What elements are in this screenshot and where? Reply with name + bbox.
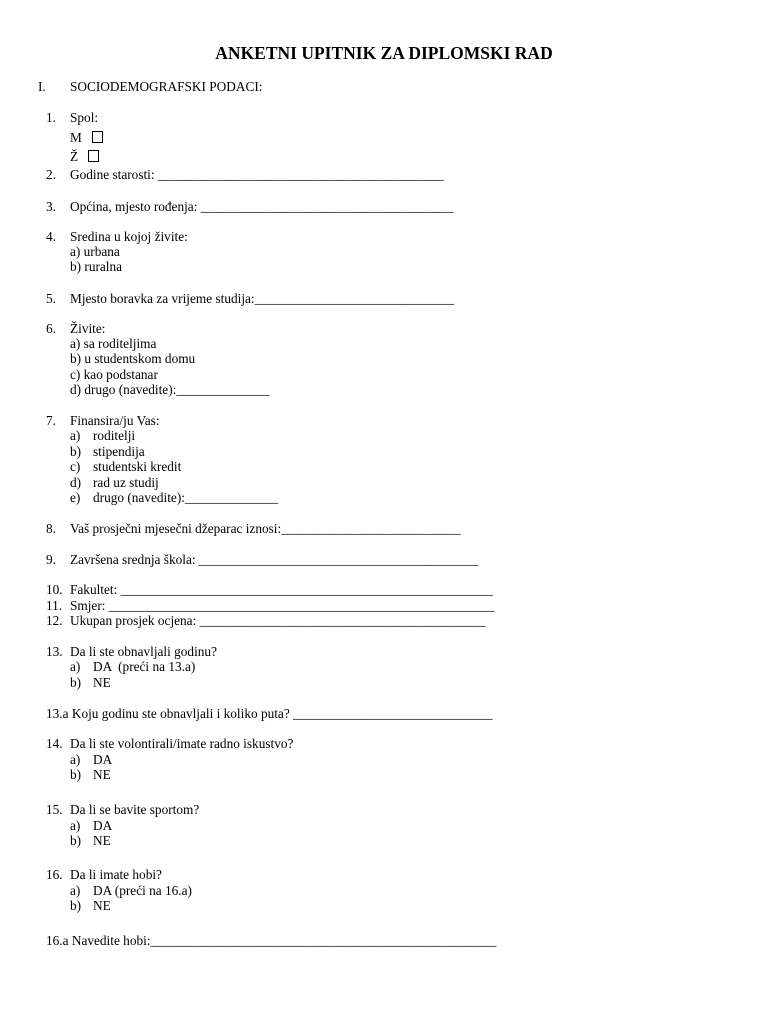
q15-option-b-letter: b) <box>70 833 82 848</box>
q6-option-d: d) drugo (navedite):______________ <box>70 382 270 397</box>
q14-option-a-letter: a) <box>70 752 81 767</box>
q6-number: 6. <box>46 321 56 336</box>
q13-option-a-letter: a) <box>70 659 81 674</box>
q13-option-b: NE <box>93 675 111 690</box>
q2-text: Godine starosti: ___________________________________________ <box>70 167 444 182</box>
q5-text: Mjesto boravka za vrijeme studija:______________________________ <box>70 291 455 306</box>
q7-option-b: stipendija <box>93 444 145 459</box>
q3-number: 3. <box>46 199 56 214</box>
q9-number: 9. <box>46 552 56 567</box>
q4-text: Sredina u kojoj živite: <box>70 229 188 244</box>
q13-option-a: DA (preći na 13.a) <box>93 659 196 674</box>
q1-option-z <box>70 149 99 164</box>
q6-option-b: b) u studentskom domu <box>70 351 196 366</box>
q15-text: Da li se bavite sportom? <box>70 802 200 817</box>
q6-option-a: a) sa roditeljima <box>70 336 157 351</box>
q7-option-b-letter: b) <box>70 444 82 459</box>
q13-option-b-letter: b) <box>70 675 82 690</box>
q14-option-b-letter: b) <box>70 767 82 782</box>
q11-text: Smjer: __________________________________________________________ <box>70 598 495 613</box>
q16-option-a-letter: a) <box>70 883 81 898</box>
q13-number: 13. <box>46 644 63 659</box>
q13-text: Da li ste obnavljali godinu? <box>70 644 217 659</box>
checkbox-z[interactable] <box>88 150 99 162</box>
q15-option-a-letter: a) <box>70 818 81 833</box>
q4-number: 4. <box>46 229 56 244</box>
checkbox-m[interactable] <box>92 131 103 143</box>
q14-text: Da li ste volontirali/imate radno iskustvo? <box>70 736 294 751</box>
q1-number: 1. <box>46 110 56 125</box>
q14-option-a: DA <box>93 752 113 767</box>
q6-option-c: c) kao podstanar <box>70 367 158 382</box>
q7-option-d-letter: d) <box>70 475 82 490</box>
q16-option-b-letter: b) <box>70 898 82 913</box>
q1-option-m <box>70 130 103 145</box>
q14-option-b: NE <box>93 767 111 782</box>
q10-number: 10. <box>46 582 63 597</box>
q14-number: 14. <box>46 736 63 751</box>
q16a-text: 16.a Navedite hobi:____________________________________________________ <box>46 933 497 948</box>
q6-text: Živite: <box>70 321 106 336</box>
q16-number: 16. <box>46 867 63 882</box>
document-title: ANKETNI UPITNIK ZA DIPLOMSKI RAD <box>215 43 553 63</box>
q12-number: 12. <box>46 613 63 628</box>
q13a-text: 13.a Koju godinu ste obnavljali i koliko puta? ______________________________ <box>46 706 493 721</box>
section-label: SOCIODEMOGRAFSKI PODACI: <box>70 79 263 94</box>
q10-text: Fakultet: ________________________________________________________ <box>70 582 493 597</box>
q16-text: Da li imate hobi? <box>70 867 162 882</box>
q15-number: 15. <box>46 802 63 817</box>
q16-option-b: NE <box>93 898 111 913</box>
q16-option-a: DA (preći na 16.a) <box>93 883 192 898</box>
q4-option-b: b) ruralna <box>70 259 123 274</box>
q1-text: Spol: <box>70 110 99 125</box>
q7-number: 7. <box>46 413 56 428</box>
q7-option-c: studentski kredit <box>93 459 182 474</box>
q7-option-a: roditelji <box>93 428 136 443</box>
q15-option-b: NE <box>93 833 111 848</box>
q3-text: Općina, mjesto rođenja: ______________________________________ <box>70 199 454 214</box>
q7-option-e: drugo (navedite):______________ <box>93 490 279 505</box>
q2-number: 2. <box>46 167 56 182</box>
q15-option-a: DA <box>93 818 113 833</box>
q5-number: 5. <box>46 291 56 306</box>
q7-option-d: rad uz studij <box>93 475 159 490</box>
q9-text: Završena srednja škola: __________________________________________ <box>70 552 479 567</box>
q8-text: Vaš prosječni mjesečni džeparac iznosi:___________________________ <box>70 521 461 536</box>
q7-option-c-letter: c) <box>70 459 81 474</box>
q12-text: Ukupan prosjek ocjena: ___________________________________________ <box>70 613 486 628</box>
q7-option-a-letter: a) <box>70 428 81 443</box>
q1-option-m-label: M <box>70 130 82 145</box>
q7-option-e-letter: e) <box>70 490 81 505</box>
q1-option-z-label: Ž <box>70 149 79 164</box>
q4-option-a: a) urbana <box>70 244 120 259</box>
q8-number: 8. <box>46 521 56 536</box>
q11-number: 11. <box>46 598 63 613</box>
section-number: I. <box>38 79 46 94</box>
q7-text: Finansira/ju Vas: <box>70 413 160 428</box>
